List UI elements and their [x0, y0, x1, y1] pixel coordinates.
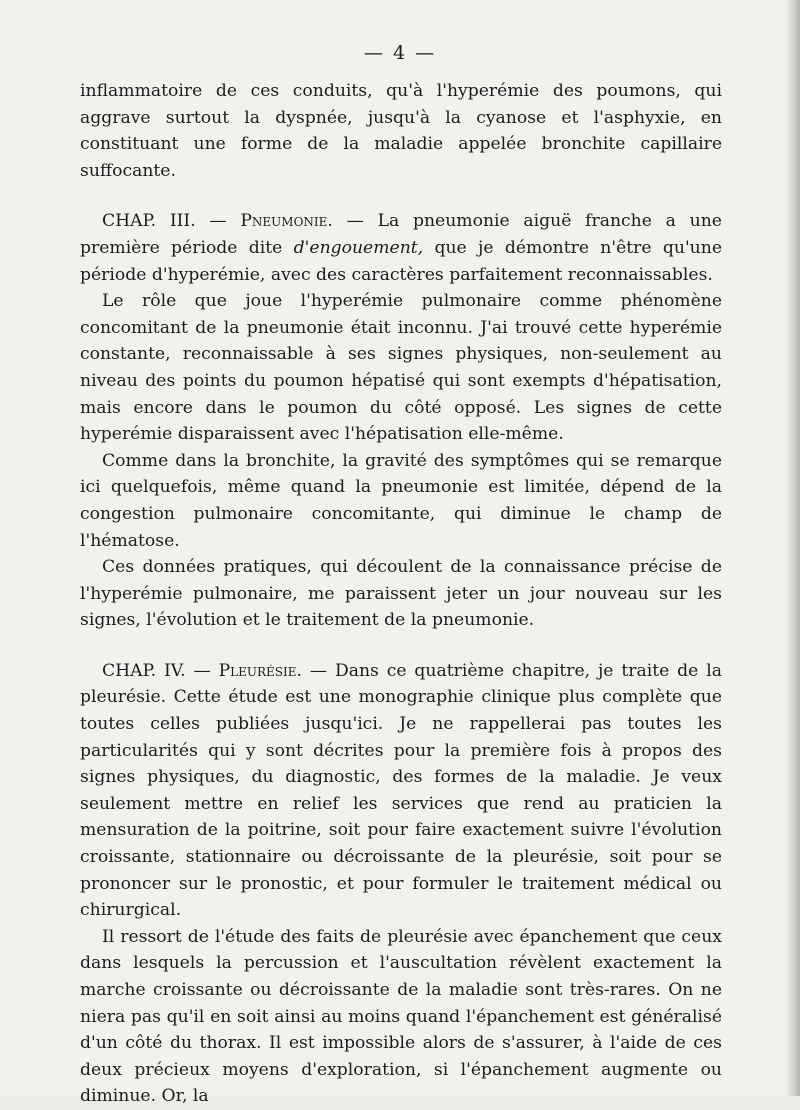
page-number: — 4 — — [363, 42, 437, 64]
chapter-3-text-a: — La pneumonie aiguë franche a une première période dite — [80, 211, 722, 258]
body-text — [80, 78, 722, 1110]
paragraph-chapter-4 — [80, 658, 722, 924]
paragraph-pneumonia-hyperemia: Le rôle que joue l'hyperémie pulmonaire comme phénomène concomitant de la pneumonie était inconnu. J'ai trouvé cette hyperémie constante, reconnaissable à ses signes physiques, non-seulement au niveau des points du poumon hépatisé qui sont exempts d'hépatisation, mais encore dans le poumon du côté opposé. Les signes de cette hyperémie disparaissent avec l'hépatisation elle-même. — [80, 291, 722, 445]
paragraph-pleurisy-effusion: Il ressort de l'étude des faits de pleurésie avec épanchement que ceux dans lesquels la percussion et l'auscultation révèlent exactement la marche croissante ou décroissante de la maladie sont très-rares. On ne niera pas qu'il en soit ainsi au moins quand l'épanchement est généralisé d'un côté du thorax. Il est impossible alors de s'assurer, à l'aide de ces deux précieux moyens d'exploration, si l'épanchement augmente ou diminue. Or, la — [80, 926, 722, 1107]
page-edge-shadow — [786, 0, 800, 1096]
paragraph-pneumonia-practical: Ces données pratiques, qui découlent de la connaissance précise de l'hyperémie pulmonaire, me paraissent jeter un jour nouveau sur les signes, l'évolution et le traitement de la pneumonie. — [80, 557, 722, 631]
chapter-4-title: Pleurésie. — [218, 660, 302, 681]
paragraph-chapter-3 — [80, 208, 722, 288]
chapter-3-title: Pneumonie. — [240, 211, 333, 232]
chapter-3-label: CHAP. III. — — [102, 211, 241, 232]
paragraph-pneumonia-gravity: Comme dans la bronchite, la gravité des symptômes qui se remarque ici quelquefois, même quand la pneumonie est limitée, dépend de la congestion pulmonaire concomitante, qui diminue le champ de l'hématose. — [80, 450, 722, 551]
chapter-3-text-b: que je démontre n'être qu'une période d'hyperémie, avec des caractères parfaitement reconnaissables. — [80, 237, 722, 285]
chapter-3-emphasis: d'engouement, — [293, 237, 424, 258]
paragraph-bronchitis-end: inflammatoire de ces conduits, qu'à l'hyperémie des poumons, qui aggrave surtout la dyspnée, jusqu'à la cyanose et l'asphyxie, en constituant une forme de la maladie appelée bronchite capillaire suffocante. — [80, 81, 722, 181]
chapter-4-text: — Dans ce quatrième chapitre, je traite de la pleurésie. Cette étude est une monographie clinique plus complète que toutes celles publiées jusqu'ici. Je ne rappellerai pas toutes les particularités qui y sont décrites pour la première fois à propos des signes physiques, du diagnostic, des formes de la maladie. Je veux seulement mettre en relief les services que rend au praticien la mensuration de la poitrine, soit pour faire exactement suivre l'évolution croissante, stationnaire ou décroissante de la pleurésie, soit pour se prononcer sur le pronostic, et pour formuler le traitement médical ou chirurgical. — [80, 660, 722, 921]
chapter-4-label: CHAP. IV. — — [102, 660, 219, 681]
